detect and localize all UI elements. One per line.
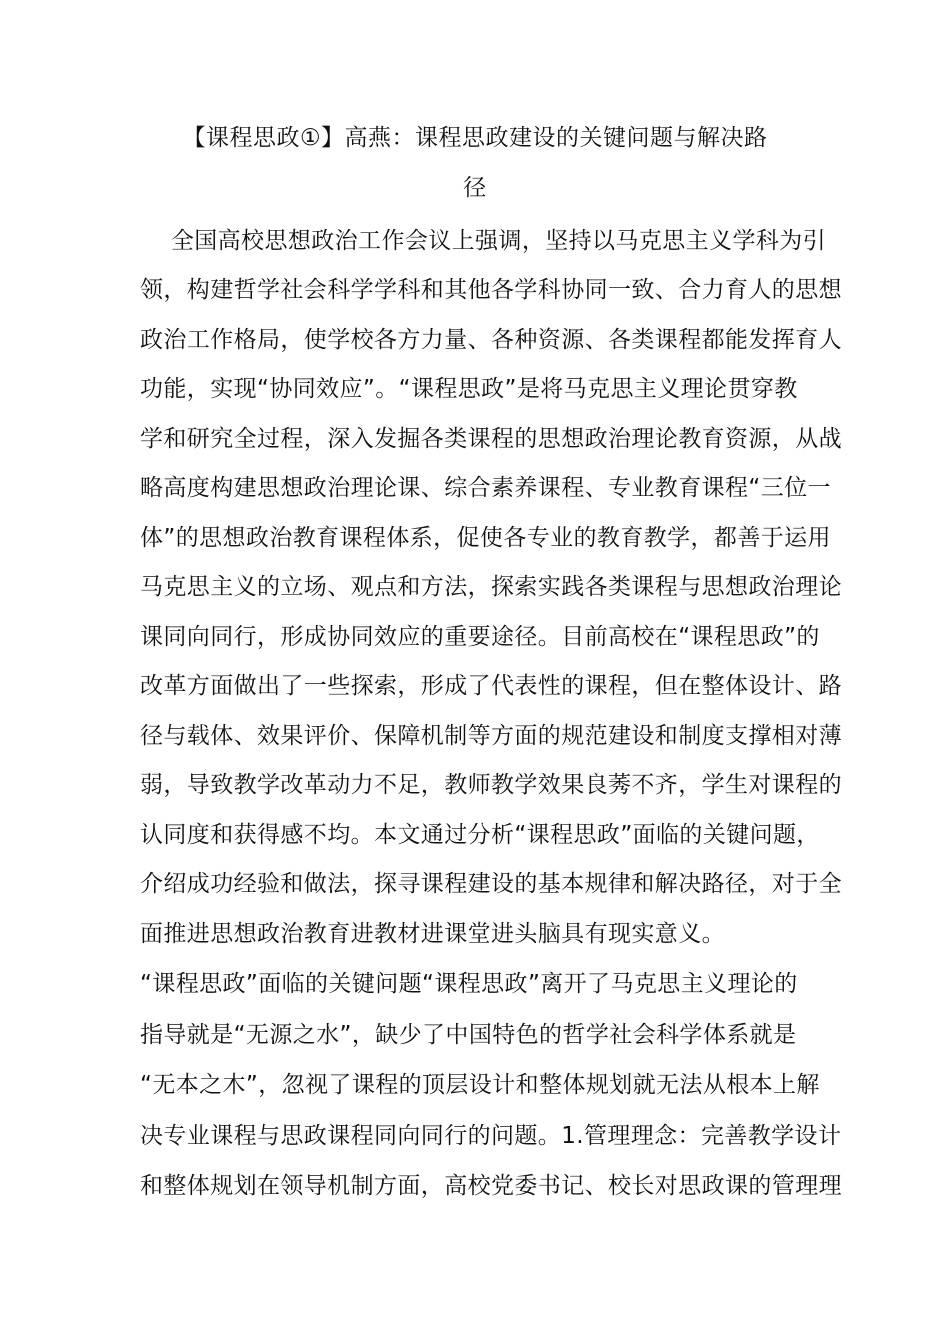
body-line: 认同度和获得感不均。本文通过分析“课程思政”面临的关键问题， [140, 822, 820, 848]
document-title-line-1: 【课程思政①】高燕：课程思政建设的关键问题与解决路 [182, 125, 768, 151]
body-line: 面推进思想政治教育进教材进课堂进头脑具有现实意义。 [140, 921, 725, 947]
body-line: 弱，导致教学改革动力不足，教师教学效果良莠不齐，学生对课程的 [140, 772, 842, 798]
body-line: 政治工作格局，使学校各方力量、各种资源、各类课程都能发挥育人 [140, 327, 842, 353]
body-line: 体”的思想政治教育课程体系，促使各专业的教育教学，都善于运用 [140, 525, 831, 551]
body-line: 功能，实现“协同效应”。“课程思政”是将马克思主义理论贯穿教 [140, 376, 798, 402]
body-line: 学和研究全过程，深入发掘各类课程的思想政治理论教育资源，从战 [140, 426, 842, 452]
body-line: 径与载体、效果评价、保障机制等方面的规范建设和制度支撑相对薄 [140, 723, 842, 749]
body-line: 马克思主义的立场、观点和方法，探索实践各类课程与思想政治理论 [140, 574, 842, 600]
body-line: “课程思政”面临的关键问题“课程思政”离开了马克思主义理论的 [140, 971, 798, 997]
body-line: “无本之木”，忽视了课程的顶层设计和整体规划就无法从根本上解 [140, 1072, 820, 1098]
body-line: 决专业课程与思政课程同向同行的问题。1.管理理念：完善教学设计 [140, 1123, 842, 1149]
body-line: 领，构建哲学社会科学学科和其他各学科协同一致、合力育人的思想 [140, 277, 842, 303]
body-line: 课同向同行，形成协同效应的重要途径。目前高校在“课程思政”的 [140, 624, 820, 650]
body-line: 指导就是“无源之水”，缺少了中国特色的哲学社会科学体系就是 [140, 1022, 797, 1048]
body-line: 介绍成功经验和做法，探寻课程建设的基本规律和解决路径，对于全 [140, 871, 842, 897]
body-line: 略高度构建思想政治理论课、综合素养课程、专业教育课程“三位一 [140, 475, 831, 501]
document-title-line-2: 径 [463, 175, 487, 201]
body-line: 全国高校思想政治工作会议上强调，坚持以马克思主义学科为引 [140, 228, 827, 254]
body-line: 和整体规划在领导机制方面，高校党委书记、校长对思政课的管理理 [140, 1173, 842, 1199]
body-line: 改革方面做出了一些探索，形成了代表性的课程，但在整体设计、路 [140, 673, 842, 699]
